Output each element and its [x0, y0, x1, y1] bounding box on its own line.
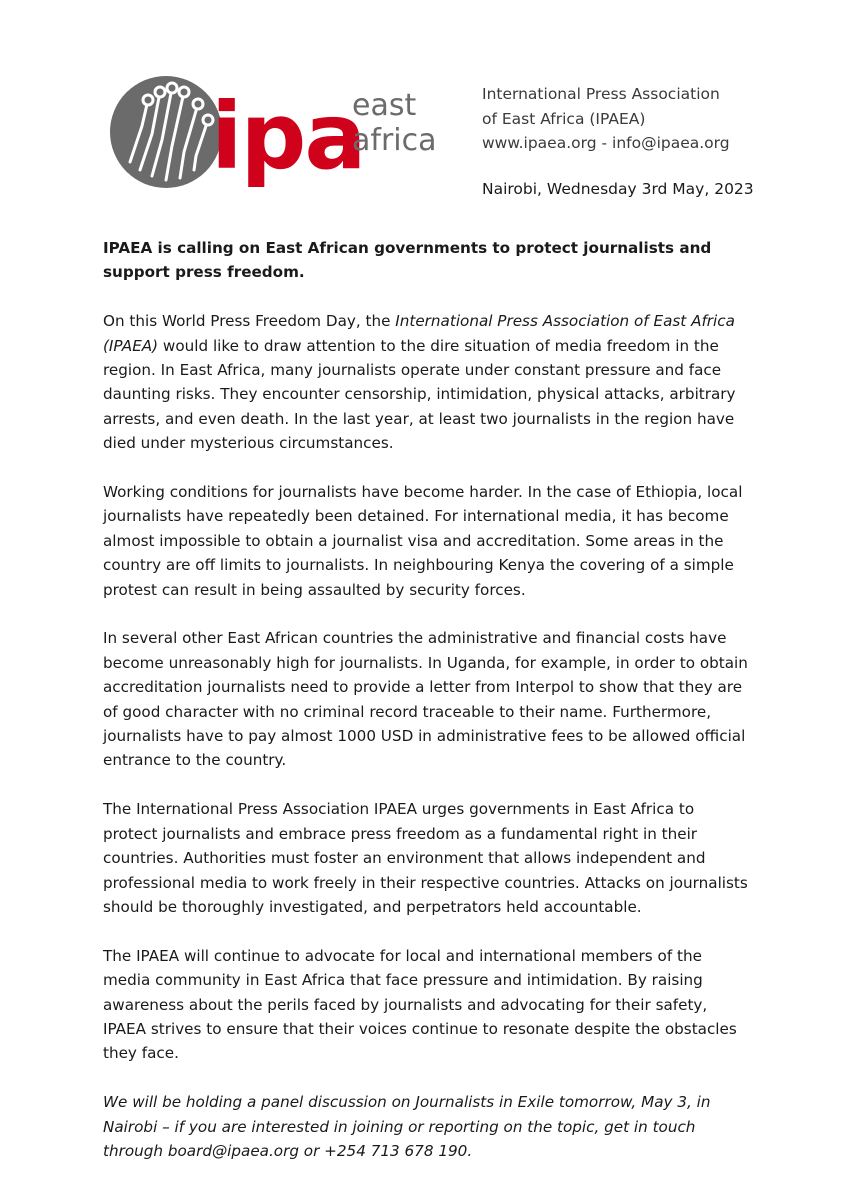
organization-info — [482, 82, 730, 156]
paragraph-4: The International Press Association IPAEA urges governments in East Africa to protect journalists and embrace press freedom as a fundamental right in their countries. Authorities must foster an environment that allows independent and professional media to work freely in their respective countries. Attacks on journalists should be thoroughly investigated, and perpetrators held accountable. — [103, 800, 748, 916]
press-release-body — [103, 236, 753, 1188]
paragraph-1-org-name: International Press Association of East Africa (IPAEA) — [103, 312, 735, 355]
logo-africa-text: africa — [352, 123, 437, 158]
globe-icon — [110, 76, 222, 188]
ipaea-logo — [108, 70, 448, 200]
paragraph-3: In several other East African countries the administrative and financial costs have become unreasonably high for journalists. In Uganda, for example, in order to obtain accreditation journalists need to provide a letter from Interpol to show that they are of good character with no criminal record traceable to their name. Furthermore, journalists have to pay almost 1000 USD in administrative fees to be allowed official entrance to the country. — [103, 629, 748, 770]
org-contact: www.ipaea.org - info@ipaea.org — [482, 134, 730, 152]
paragraph-2: Working conditions for journalists have become harder. In the case of Ethiopia, local journalists have repeatedly been detained. For international media, it has become almost impossible to obtain a journalist visa and accreditation. Some areas in the country are off limits to journalists. In neighbouring Kenya the covering of a simple protest can result in being assaulted by security forces. — [103, 483, 743, 599]
headline: IPAEA is calling on East African governments to protect journalists and support press freedom. — [103, 239, 712, 282]
org-name-line1: International Press Association — [482, 85, 720, 103]
ipaea-logo-graphic — [108, 70, 448, 200]
dateline: Nairobi, Wednesday 3rd May, 2023 — [482, 180, 754, 198]
logo-ipa-text: ipa — [211, 83, 365, 190]
paragraph-1-intro: On this World Press Freedom Day, the — [103, 312, 396, 331]
closing-note: We will be holding a panel discussion on Journalists in Exile tomorrow, May 3, in Nairobi – if you are interested in joining or reporting on the topic, get in touch through board@ipaea.org or +254 713 678 190. — [103, 1093, 711, 1160]
paragraph-5: The IPAEA will continue to advocate for local and international members of the media community in East Africa that face pressure and intimidation. By raising awareness about the perils faced by journalists and advocating for their safety, IPAEA strives to ensure that their voices continue to resonate despite the obstacles they face. — [103, 946, 737, 1063]
org-name-line2: of East Africa (IPAEA) — [482, 109, 646, 128]
paragraph-1 — [103, 309, 753, 455]
logo-east-text: east — [352, 88, 417, 123]
paragraph-1-rest: would like to draw attention to the dire situation of media freedom in the region. In East Africa, many journalists operate under constant pressure and face daunting risks. They encounter censorship, intimidation, physical attacks, arbitrary arrests, and even death. In the last year, at least two journalists in the region have died under mysterious circumstances. — [103, 336, 736, 453]
